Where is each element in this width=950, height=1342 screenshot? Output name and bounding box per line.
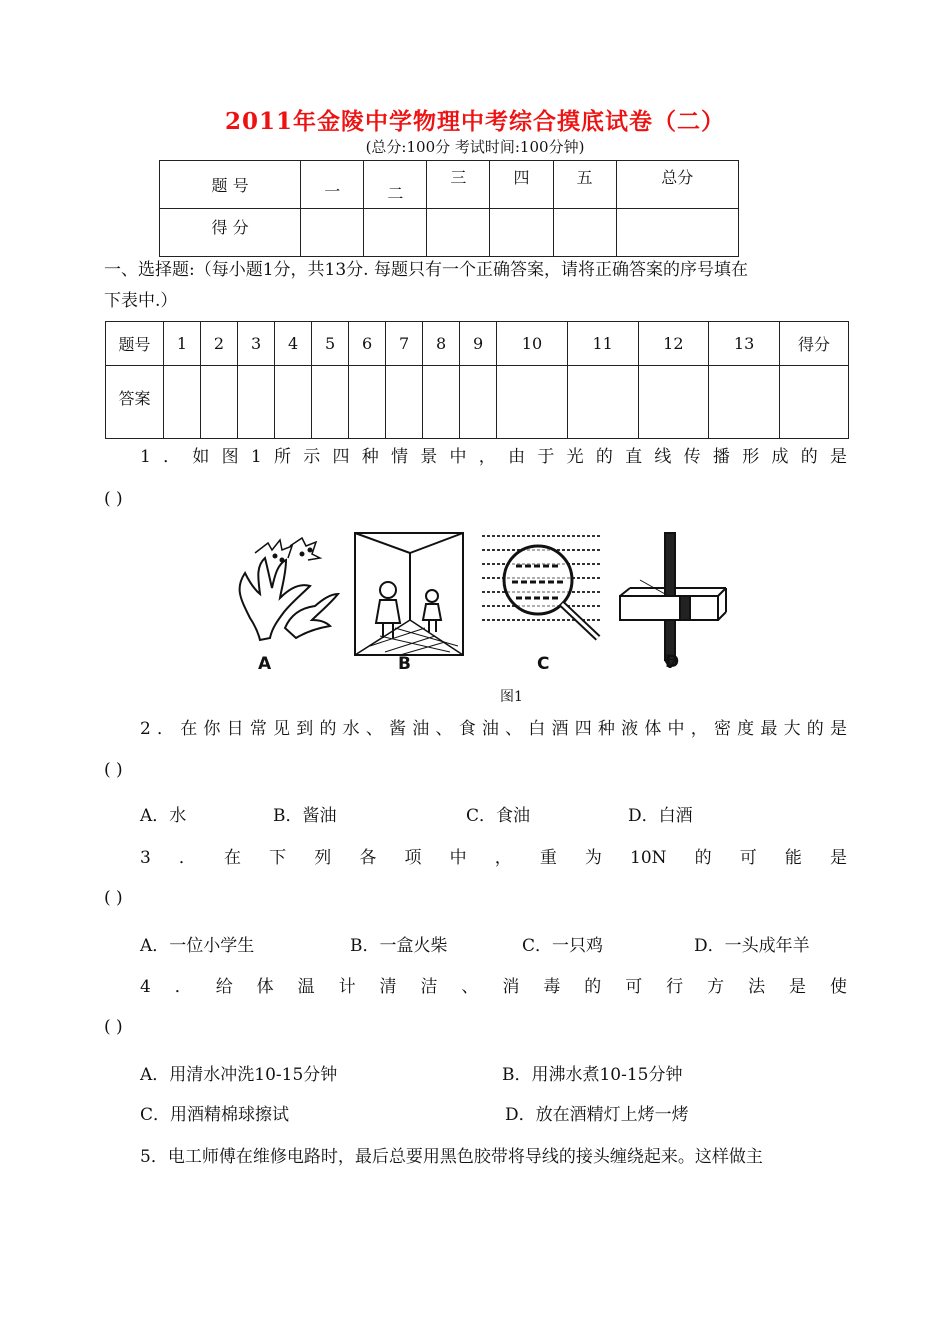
answer-cell[interactable] [164,366,201,439]
score-table-header-row [160,161,739,209]
answer-table-answer-row [106,366,849,439]
question-number-cell: 8 [423,322,460,366]
answer-cell[interactable] [275,366,312,439]
figure-1-illustrations [220,528,740,668]
question-3-option-a: A．一位小学生 [140,936,255,956]
answer-score-cell[interactable] [780,366,849,439]
answer-cell[interactable] [423,366,460,439]
figure-b-mirror-room-image [355,533,463,655]
score-header-cell: 五 [553,161,616,209]
exam-info: (总分:100分 考试时间:100分钟) [365,138,585,156]
answer-cell[interactable] [709,366,780,439]
answer-cell[interactable] [238,366,275,439]
page-title: 2011年金陵中学物理中考综合摸底试卷（二） [224,108,725,135]
figure-a-hand-shadow-image [240,538,338,640]
score-cell[interactable] [616,209,738,257]
question-1-answer-blank: ( ) [104,489,123,509]
score-row-label: 得 分 [160,209,301,257]
question-number-cell: 11 [567,322,638,366]
question-4-option-c: C．用酒精棉球擦试 [140,1105,290,1125]
answer-table-header-row [106,322,849,366]
score-header-cell: 三 [427,161,490,209]
figure-label-c: C [537,654,550,674]
question-number-cell: 3 [238,322,275,366]
figure-label-b: B [398,654,411,674]
score-header-cell: 总分 [616,161,738,209]
question-number-cell: 12 [638,322,709,366]
question-5-text: 5．电工师傅在维修电路时，最后总要用黑色胶带将导线的接头缠绕起来。这样做主 [140,1147,763,1167]
figure-label-d: D [665,652,680,672]
question-2-option-a: A．水 [140,806,187,826]
question-4-answer-blank: ( ) [104,1017,123,1037]
score-table [159,160,739,257]
figure-caption: 图1 [500,689,523,705]
section1-instructions-cont: 下表中.） [104,291,178,311]
answer-header-label: 题号 [106,322,164,366]
question-3-text: 3．在下列各项中，重为10N的可能是 [140,848,847,868]
question-number-cell: 1 [164,322,201,366]
question-2-answer-blank: ( ) [104,760,123,780]
answer-row-label: 答案 [106,366,164,439]
answer-cell[interactable] [567,366,638,439]
question-2-option-b: B．酱油 [273,806,337,826]
answer-cell[interactable] [460,366,497,439]
question-number-cell: 13 [709,322,780,366]
score-header-label: 题 号 [160,161,301,209]
question-2-option-d: D．白酒 [628,806,693,826]
question-3-option-b: B．一盒火柴 [350,936,448,956]
score-header-cell: 一 [301,161,364,209]
answer-cell[interactable] [312,366,349,439]
question-3-option-c: C．一只鸡 [522,936,604,956]
question-4-text: 4．给体温计清洁、消毒的可行方法是使 [140,977,847,997]
section1-instructions: 一、选择题:（每小题1分，共13分. 每题只有一个正确答案，请将正确答案的序号填在 [104,260,748,280]
answer-cell[interactable] [349,366,386,439]
question-3-answer-blank: ( ) [104,888,123,908]
question-number-cell: 6 [349,322,386,366]
score-cell[interactable] [301,209,364,257]
question-number-cell: 7 [386,322,423,366]
score-header-cell: 二 [364,161,427,209]
figure-label-a: A [258,654,272,674]
question-2-option-c: C．食油 [466,806,531,826]
figure-c-magnifier-image [482,536,600,638]
answer-cell[interactable] [638,366,709,439]
question-number-cell: 9 [460,322,497,366]
score-cell[interactable] [427,209,490,257]
score-cell[interactable] [553,209,616,257]
question-2-text: 2．在你日常见到的水、酱油、食油、白酒四种液体中，密度最大的是 [140,719,847,739]
question-number-cell: 2 [201,322,238,366]
answer-cell[interactable] [497,366,568,439]
question-1-text: 1．如图1所示四种情景中，由于光的直线传播形成的是 [140,447,847,467]
question-number-cell: 4 [275,322,312,366]
score-cell[interactable] [364,209,427,257]
answer-score-label: 得分 [780,322,849,366]
answer-cell[interactable] [386,366,423,439]
question-number-cell: 10 [497,322,568,366]
question-4-option-d: D．放在酒精灯上烤一烤 [505,1105,689,1125]
question-4-option-a: A．用清水冲洗10-15分钟 [140,1065,338,1085]
figure-d-glass-brick-image [620,533,726,668]
score-table-score-row [160,209,739,257]
score-cell[interactable] [490,209,553,257]
question-4-option-b: B．用沸水煮10-15分钟 [502,1065,683,1085]
question-number-cell: 5 [312,322,349,366]
answer-table [105,321,849,439]
answer-cell[interactable] [201,366,238,439]
score-header-cell: 四 [490,161,553,209]
question-3-option-d: D．一头成年羊 [694,936,810,956]
figure-1 [220,528,740,706]
